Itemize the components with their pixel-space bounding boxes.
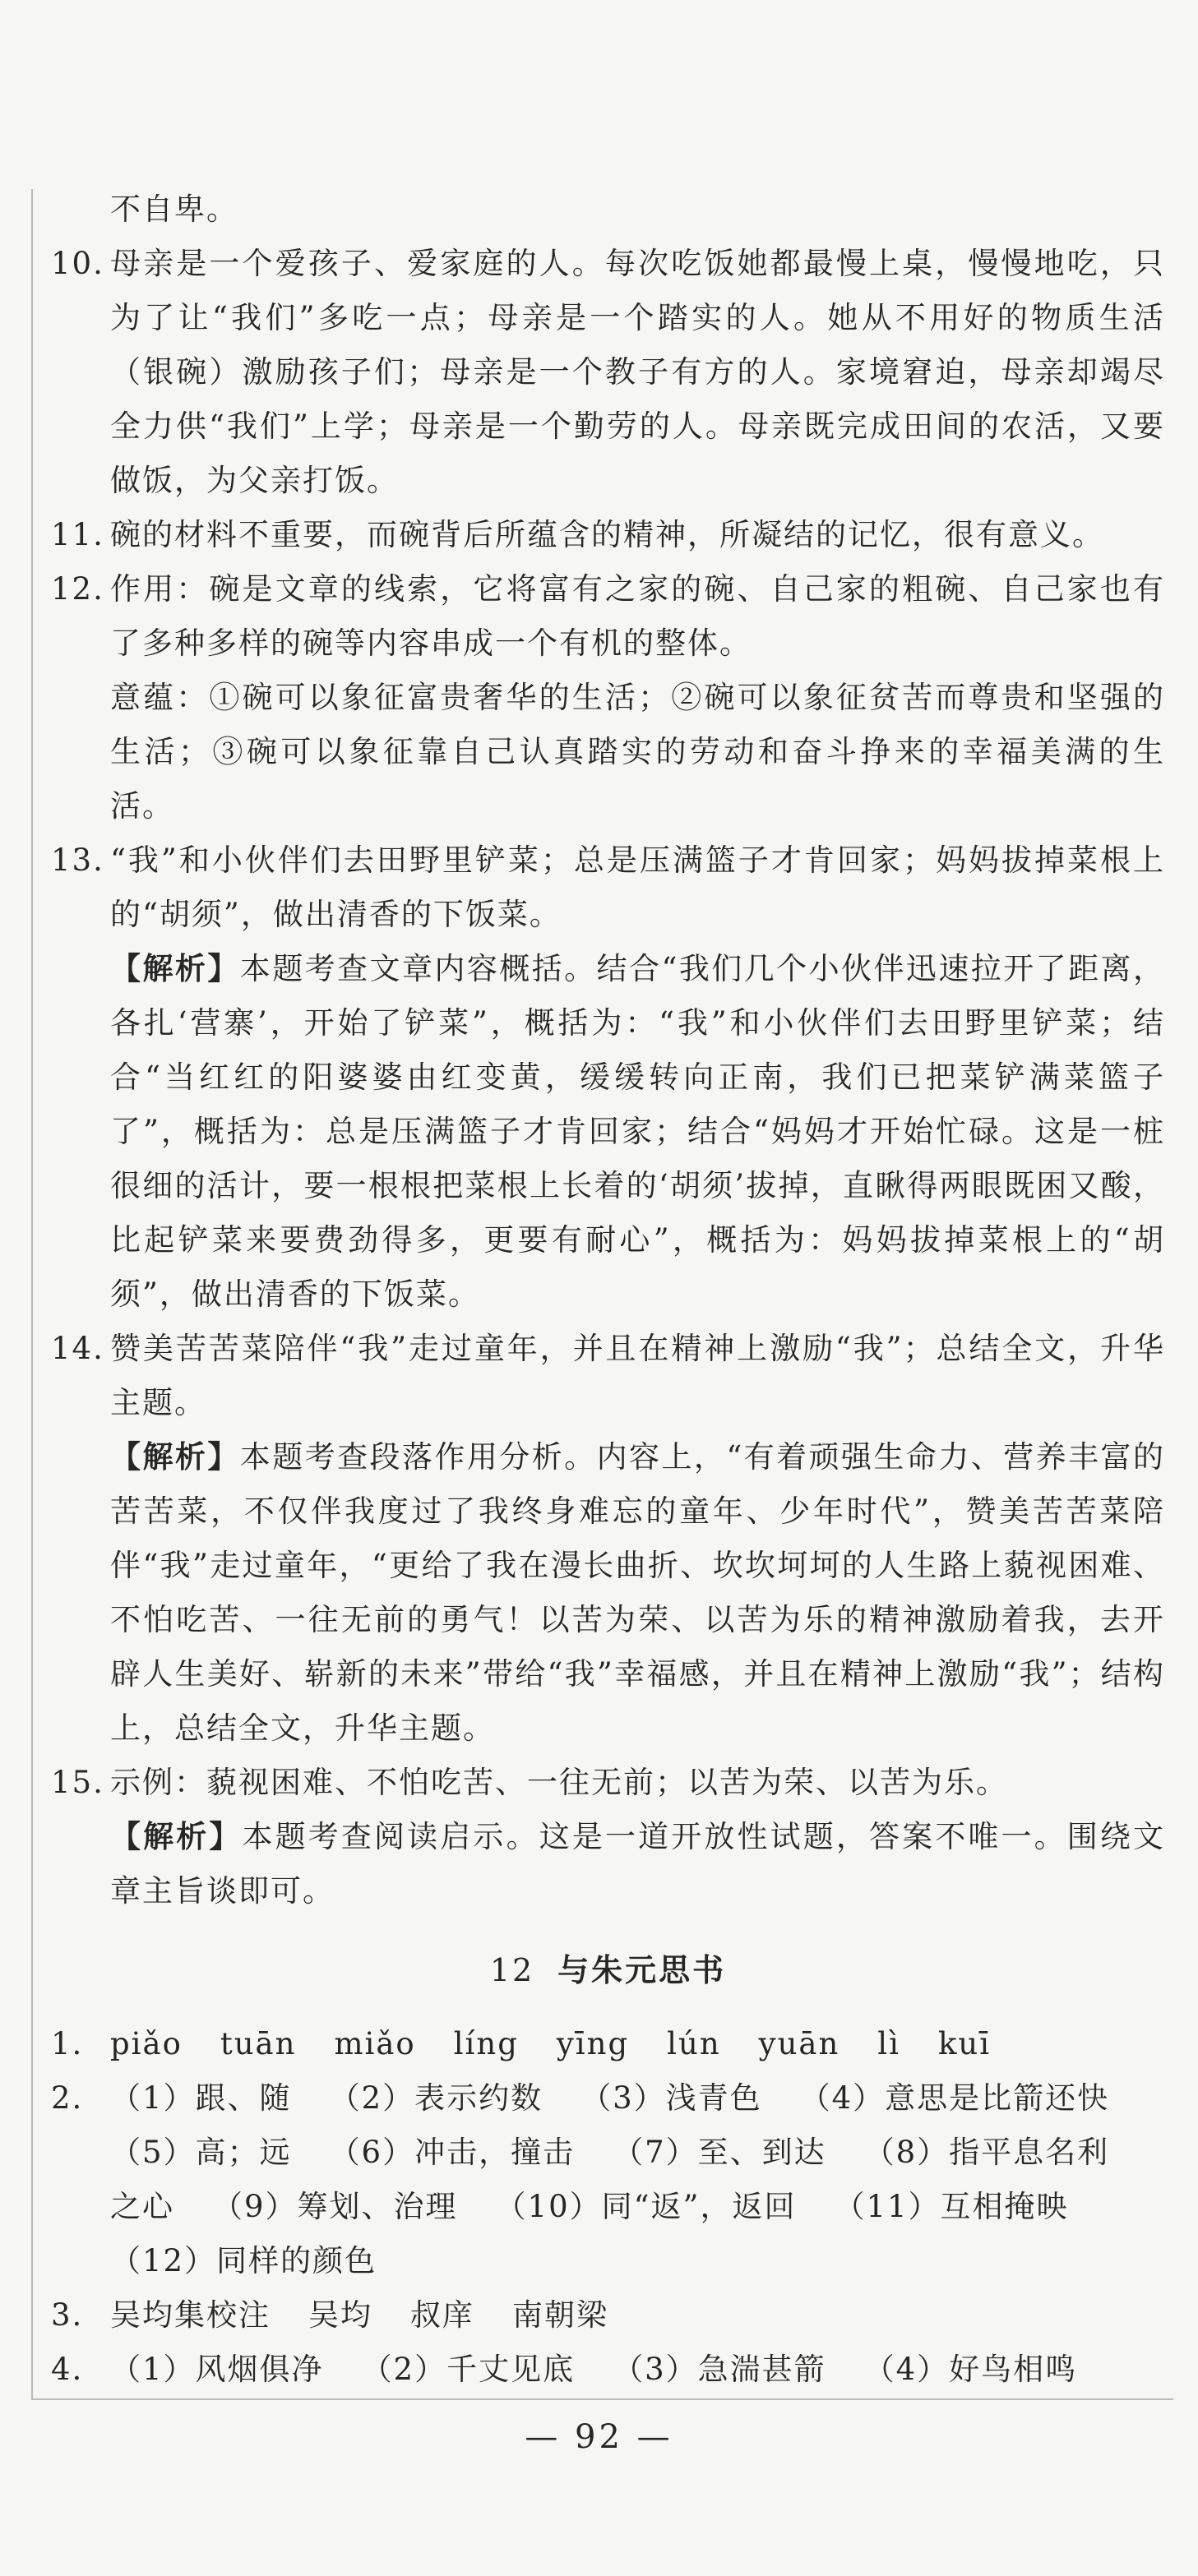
section-number: 12	[489, 1952, 535, 1988]
analysis-text	[110, 1430, 1165, 1756]
analysis-body: 本题考查文章内容概括。结合“我们几个小伙伴迅速拉开了距离，各扎‘营寨’，开始了铲菜”，概括为：“我”和小伙伴们去田野里铲菜；结合“当红红的阳婆婆由红变黄，缓缓转向正南，我们已把菜铲满菜篮子了”，概括为：总是压满篮子才肯回家；结合“妈妈才开始忙碌。这是一桩很细的活计，要一根根把菜根上长着的‘胡须’拔掉，直瞅得两眼既困又酸，比起铲菜来要费劲得多，更要有耐心”，概括为：妈妈拔掉菜根上的“胡须”，做出清香的下饭菜。	[110, 951, 1165, 1312]
item-number: 13.	[51, 843, 104, 878]
definition-row	[110, 2071, 1165, 2126]
pinyin: kuī	[937, 2026, 992, 2061]
answer-text: 碗的材料不重要，而碗背后所蕴含的精神，所凝结的记忆，很有意义。	[110, 517, 1104, 552]
definition-row	[110, 2180, 1165, 2234]
pinyin: lún	[667, 2026, 721, 2061]
definition: （5）高；远	[110, 2135, 292, 2170]
analysis-tag: 【解析】	[110, 951, 240, 986]
answer-item-10	[51, 237, 1165, 508]
answer-item-11	[51, 508, 1165, 562]
pinyin: yuān	[758, 2026, 840, 2061]
left-margin-rule	[31, 189, 33, 2400]
analysis-tag: 【解析】	[110, 1439, 240, 1475]
item-number: 14.	[51, 1331, 104, 1366]
s12-item-1	[51, 2017, 1165, 2071]
item-number: 4.	[51, 2352, 84, 2387]
section-title	[51, 1943, 1165, 1997]
answer-part: 吴均集校注	[110, 2297, 271, 2333]
item-number: 3.	[51, 2297, 84, 2333]
answer-text: “我”和小伙伴们去田野里铲菜；总是压满篮子才肯回家；妈妈拔掉菜根上的“胡须”，做出清香的下饭菜。	[110, 843, 1165, 932]
q9-continuation: 不自卑。	[110, 192, 238, 227]
section-name: 与朱元思书	[557, 1952, 727, 1988]
answer-text: 赞美苦苦菜陪伴“我”走过童年，并且在精神上激励“我”；总结全文，升华主题。	[110, 1331, 1165, 1420]
item-number: 15.	[51, 1765, 104, 1800]
pinyin: tuān	[220, 2026, 297, 2061]
item-number: 10.	[51, 246, 104, 281]
definition: （10）同“返”，返回	[495, 2189, 797, 2224]
analysis-body: 本题考查段落作用分析。内容上，“有着顽强生命力、营养丰富的苦苦菜，不仅伴我度过了我终身难忘的童年、少年时代”，赞美苦苦菜陪伴“我”走过童年，“更给了我在漫长曲折、坎坎坷坷的人生路上藐视困难、不怕吃苦、一往无前的勇气！以苦为荣、以苦为乐的精神激励着我，去开辟人生美好、崭新的未来”带给“我”幸福感，并且在精神上激励“我”；结构上，总结全文，升华主题。	[110, 1439, 1165, 1746]
pinyin: piǎo	[110, 2026, 183, 2061]
answer-text: 意蕴：①碗可以象征富贵奢华的生活；②碗可以象征贫苦而尊贵和坚强的生活；③碗可以象征靠自己认真踏实的劳动和奋斗挣来的幸福美满的生活。	[110, 680, 1165, 824]
pinyin: yīng	[556, 2026, 630, 2061]
page-number: — 92 —	[525, 2418, 673, 2456]
analysis-body: 本题考查阅读启示。这是一道开放性试题，答案不唯一。围绕文章主旨谈即可。	[110, 1819, 1166, 1909]
analysis-text	[110, 1810, 1165, 1918]
pinyin: líng	[453, 2026, 519, 2061]
definition: （4）意思是比箭还快	[799, 2080, 1110, 2116]
answer-row	[110, 2288, 1165, 2343]
answer-text: 母亲是一个爱孩子、爱家庭的人。每次吃饭她都最慢上桌，慢慢地吃，只为了让“我们”多吃一点；母亲是一个踏实的人。她从不用好的物质生活（银碗）激励孩子们；母亲是一个教子有方的人。家境窘迫，母亲却竭尽全力供“我们”上学；母亲是一个勤劳的人。母亲既完成田间的农活，又要做饭，为父亲打饭。	[110, 246, 1165, 498]
analysis-text	[110, 942, 1165, 1322]
answer-part: （2）千丈见底	[361, 2352, 576, 2387]
definition: （11）互相掩映	[834, 2189, 1069, 2224]
answer-text: 示例：藐视困难、不怕吃苦、一往无前；以苦为荣、以苦为乐。	[110, 1765, 1008, 1800]
definition-row	[110, 2126, 1165, 2180]
answer-part: （1）风烟俱净	[110, 2352, 324, 2387]
definition: （1）跟、随	[110, 2080, 292, 2116]
definition: 之心	[110, 2189, 174, 2224]
definition: （8）指平息名利	[863, 2135, 1110, 2170]
definition: （6）冲击，撞击	[329, 2135, 576, 2170]
answer-item-12	[51, 562, 1165, 833]
definition: （9）筹划、治理	[212, 2189, 458, 2224]
s12-item-2	[51, 2071, 1165, 2288]
item-number: 2.	[51, 2080, 84, 2116]
answer-item-15	[51, 1756, 1165, 1918]
pinyin: miǎo	[334, 2026, 416, 2061]
page-content	[51, 182, 1165, 2397]
analysis-tag: 【解析】	[110, 1819, 243, 1854]
item-number: 11.	[51, 517, 104, 552]
answer-item-14	[51, 1322, 1165, 1756]
answer-row	[110, 2343, 1165, 2397]
bottom-rule	[31, 2398, 1173, 2400]
definition: （12）同样的颜色	[110, 2243, 377, 2278]
definition-row	[110, 2234, 1165, 2288]
definition: （7）至、到达	[613, 2135, 826, 2170]
answer-part: 叔庠	[410, 2297, 474, 2333]
answer-part: 南朝梁	[512, 2297, 608, 2333]
answer-part: （3）急湍甚箭	[613, 2352, 826, 2387]
item-number: 12.	[51, 571, 104, 607]
answer-text: 作用：碗是文章的线索，它将富有之家的碗、自己家的粗碗、自己家也有了多种多样的碗等内容串成一个有机的整体。	[110, 571, 1165, 661]
answer-item-13	[51, 833, 1165, 1322]
s12-item-4	[51, 2343, 1165, 2397]
pinyin: lì	[877, 2026, 900, 2061]
definition: （3）浅青色	[580, 2080, 762, 2116]
s12-item-3	[51, 2288, 1165, 2343]
definition: （2）表示约数	[329, 2080, 543, 2116]
answer-part: 吴均	[308, 2297, 372, 2333]
answer-part: （4）好鸟相鸣	[863, 2352, 1078, 2387]
item-number: 1.	[51, 2026, 84, 2061]
pinyin-row	[110, 2017, 1165, 2071]
